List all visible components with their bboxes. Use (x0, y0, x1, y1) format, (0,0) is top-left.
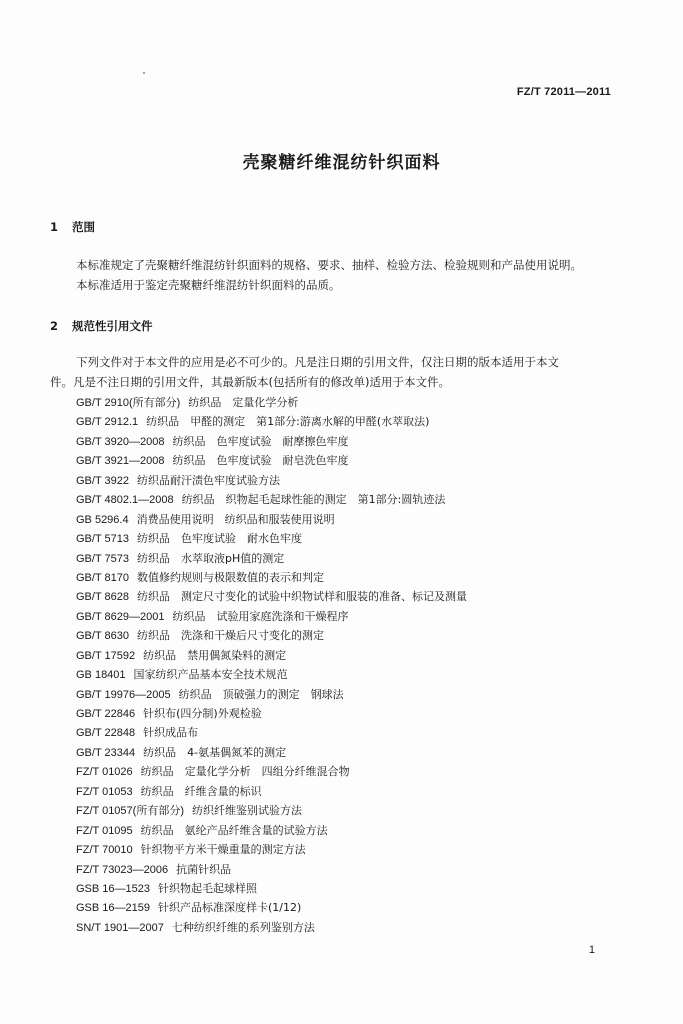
reference-title: 纺织品 试验用家庭洗涤和干燥程序 (172, 609, 349, 623)
reference-item (76, 451, 636, 470)
reference-code: FZ/T 01057(所有部分) (76, 805, 184, 818)
reference-code: GB/T 8628 (76, 591, 129, 604)
reference-code: GB/T 19976—2005 (76, 688, 171, 701)
reference-title: 纺织品 水萃取液pH值的测定 (137, 551, 285, 565)
reference-title: 纺织品 定量化学分析 四组分纤维混合物 (140, 765, 350, 779)
intro-line: 件。凡是不注日期的引用文件，其最新版本(包括所有的修改单)适用于本文件。 (50, 374, 450, 389)
paragraph: 本标准适用于鉴定壳聚糖纤维混纺针织面料的品质。 (76, 277, 341, 292)
reference-item (76, 860, 636, 879)
reference-code: FZ/T 01095 (76, 824, 133, 837)
reference-code: GB/T 8629—2001 (76, 610, 165, 623)
reference-item (76, 432, 636, 451)
reference-title: 纺织品 甲醛的测定 第1部分:游离水解的甲醛(水萃取法) (146, 415, 430, 429)
reference-code: GB 18401 (76, 669, 126, 682)
reference-item (76, 471, 636, 490)
reference-title: 国家纺织产品基本安全技术规范 (133, 668, 288, 682)
reference-code: GSB 16—1523 (76, 882, 150, 895)
reference-title: 七种纺织纤维的系列鉴别方法 (171, 920, 315, 934)
reference-code: GB 5296.4 (76, 513, 129, 526)
section-2-heading (50, 318, 153, 334)
reference-item (76, 840, 636, 859)
reference-item (76, 549, 636, 568)
reference-title: 抗菌针织品 (176, 862, 232, 876)
reference-code: GSB 16—2159 (76, 902, 150, 915)
reference-item (76, 646, 636, 665)
reference-code: GB/T 22846 (76, 708, 136, 720)
document-title: 壳聚糖纤维混纺针织面料 (242, 153, 441, 173)
reference-title: 纺织品 洗涤和干燥后尺寸变化的测定 (137, 629, 324, 643)
reference-item (76, 568, 636, 587)
intro-line: 下列文件对于本文件的应用是必不可少的。凡是注日期的引用文件，仅注日期的版本适用于本文 (76, 355, 559, 369)
reference-item (76, 412, 636, 431)
reference-item (76, 510, 636, 529)
reference-item (76, 626, 636, 645)
reference-title: 纺织品 纤维含量的标识 (140, 784, 262, 798)
reference-title: 纺织品耐汗渍色牢度试验方法 (137, 473, 280, 487)
section-title: 规范性引用文件 (72, 319, 153, 333)
reference-title: 纺织品 织物起毛起球性能的测定 第1部分:圆轨迹法 (181, 493, 446, 507)
reference-code: GB/T 2912.1 (76, 416, 139, 429)
reference-title: 纺织品 色牢度试验 耐摩擦色牢度 (172, 434, 349, 448)
reference-code: SN/T 1901—2007 (76, 921, 164, 934)
scan-speck (143, 72, 145, 74)
reference-item (76, 393, 636, 412)
reference-code: GB/T 5713 (76, 533, 129, 546)
reference-item (76, 782, 636, 801)
reference-title: 纺织品 色牢度试验 耐皂洗色牢度 (172, 454, 349, 468)
reference-title: 纺织品 测定尺寸变化的试验中织物试样和服装的准备、标记及测量 (137, 590, 467, 604)
reference-code: FZ/T 70010 (76, 844, 133, 857)
reference-item (76, 898, 636, 917)
standard-code: FZ/T 72011—2011 (516, 86, 611, 98)
reference-code: FZ/T 73023—2006 (76, 863, 169, 876)
section-title: 范围 (72, 220, 95, 234)
reference-item (76, 685, 636, 704)
reference-title: 数值修约规则与极限数值的表示和判定 (137, 570, 324, 584)
reference-item (76, 490, 636, 509)
reference-title: 针织物平方米干燥重量的测定方法 (140, 843, 306, 857)
reference-item (76, 704, 636, 723)
reference-item (76, 723, 636, 742)
reference-item (76, 607, 636, 626)
reference-title: 纺织纤维鉴别试验方法 (192, 804, 302, 818)
reference-item (76, 587, 636, 606)
reference-item (76, 665, 636, 684)
reference-title: 纺织品 顶破强力的测定 钢球法 (178, 687, 344, 701)
reference-item (76, 529, 636, 548)
reference-item (76, 821, 636, 840)
reference-code: GB/T 3921—2008 (76, 455, 165, 468)
section-number: 2 (50, 319, 59, 333)
reference-title: 纺织品 色牢度试验 耐水色牢度 (137, 532, 302, 546)
section-number: 1 (50, 220, 59, 234)
reference-code: GB/T 17592 (76, 649, 136, 662)
reference-title: 针织产品标准深度样卡(1/12) (158, 901, 302, 915)
reference-code: GB/T 8630 (76, 630, 129, 643)
reference-code: GB/T 3922 (76, 474, 129, 487)
reference-title: 纺织品 定量化学分析 (188, 396, 299, 409)
paragraph: 本标准规定了壳聚糖纤维混纺针织面料的规格、要求、抽样、检验方法、检验规则和产品使用说明。 (76, 258, 582, 272)
reference-code: GB/T 23344 (76, 746, 136, 759)
page-number: 1 (588, 944, 595, 956)
reference-code: FZ/T 01053 (76, 785, 133, 798)
reference-title: 针织物起毛起球样照 (158, 881, 257, 895)
reference-list (76, 393, 636, 937)
section-1-heading (50, 219, 95, 235)
reference-item (76, 743, 636, 762)
reference-code: FZ/T 01026 (76, 766, 133, 779)
reference-title: 纺织品 4-氨基偶氮苯的测定 (143, 745, 287, 759)
reference-code: GB/T 4802.1—2008 (76, 494, 174, 507)
reference-code: GB/T 22848 (76, 727, 136, 740)
reference-title: 针织布(四分制)外观检验 (143, 707, 262, 720)
reference-item (76, 879, 636, 898)
reference-code: GB/T 8170 (76, 571, 129, 584)
reference-item (76, 801, 636, 820)
reference-code: GB/T 7573 (76, 552, 129, 565)
section-1-body (54, 256, 634, 295)
reference-title: 针织成品布 (143, 726, 199, 740)
section-2-intro (50, 353, 634, 392)
reference-code: GB/T 2910(所有部分) (76, 397, 181, 409)
reference-code: GB/T 3920—2008 (76, 435, 165, 448)
reference-title: 纺织品 氨纶产品纤维含量的试验方法 (140, 823, 328, 837)
reference-title: 消费品使用说明 纺织品和服装使用说明 (136, 512, 335, 526)
reference-item (76, 918, 636, 937)
reference-item (76, 762, 636, 781)
reference-title: 纺织品 禁用偶氮染料的测定 (143, 648, 287, 662)
